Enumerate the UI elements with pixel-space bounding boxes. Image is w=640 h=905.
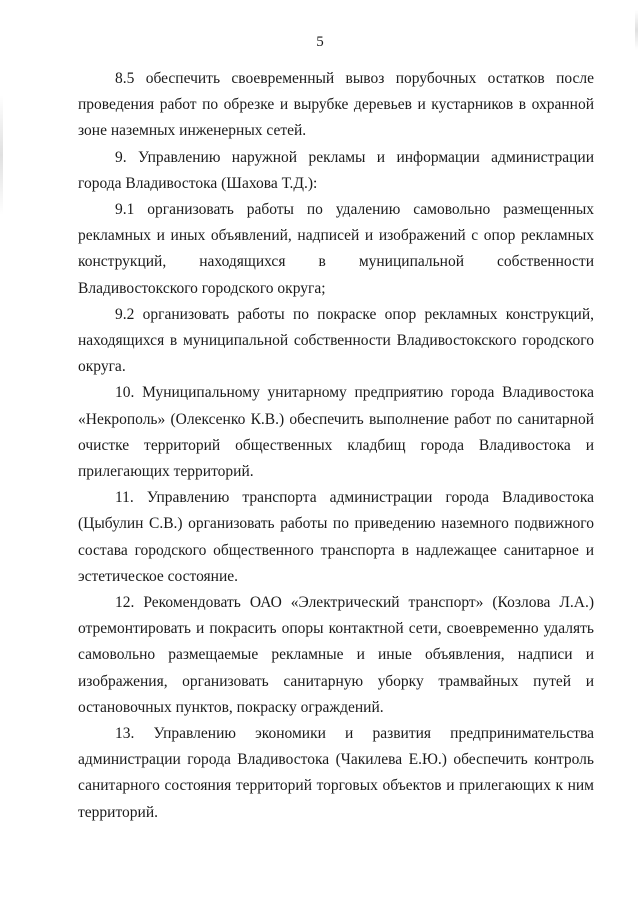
paragraph-12: 12. Рекомендовать ОАО «Электрический транспорт» (Козлова Л.А.) отремонтировать и покрасить опоры контактной сети, своевременно удалять самовольно размещаемые рекламные и иные объявления, надписи и изображения, организовать санитарную уборку трамвайных путей и остановочных пунктов, покраску ограждений. [78, 594, 594, 716]
paragraph-10: 10. Муниципальному унитарному предприятию города Владивостока «Некрополь» (Олексенко К.В.) обеспечить выполнение работ по санитарной очистке территорий общественных кладбищ города Владивостока и прилегающих территорий. [78, 384, 594, 481]
paragraph-13: 13. Управлению экономики и развития предпринимательства администрации города Владивостока (Чакилева Е.Ю.) обеспечить контроль санитарного состояния территорий торговых объектов и прилегающих к ним территорий. [78, 725, 594, 821]
paragraph-9-1: 9.1 организовать работы по удалению самовольно размещенных рекламных и иных объявлений, надписей и изображений с опор рекламных конструкций, находящихся в муниципальной собственности Владивостокского городского округа; [78, 201, 594, 297]
paragraph-9: 9. Управлению наружной рекламы и информации администрации города Владивостока (Шахова Т.Д.): [78, 148, 594, 192]
page-number: 5 [316, 34, 324, 50]
scan-edge-mark [0, 95, 3, 215]
paragraph-9-2: 9.2 организовать работы по покраске опор рекламных конструкций, находящихся в муниципальной собственности Владивостокского городского округа. [78, 305, 594, 376]
paragraph-11: 11. Управлению транспорта администрации города Владивостока (Цыбулин С.В.) организовать работы по приведению наземного подвижного состава городского общественного транспорта в надлежащее санитарное и эстетическое состояние. [78, 489, 594, 585]
document-body [78, 66, 594, 826]
paragraph-8-5: 8.5 обеспечить своевременный вывоз порубочных остатков после проведения работ по обрезке и вырубке деревьев и кустарников в охранной зоне наземных инженерных сетей. [78, 70, 594, 140]
